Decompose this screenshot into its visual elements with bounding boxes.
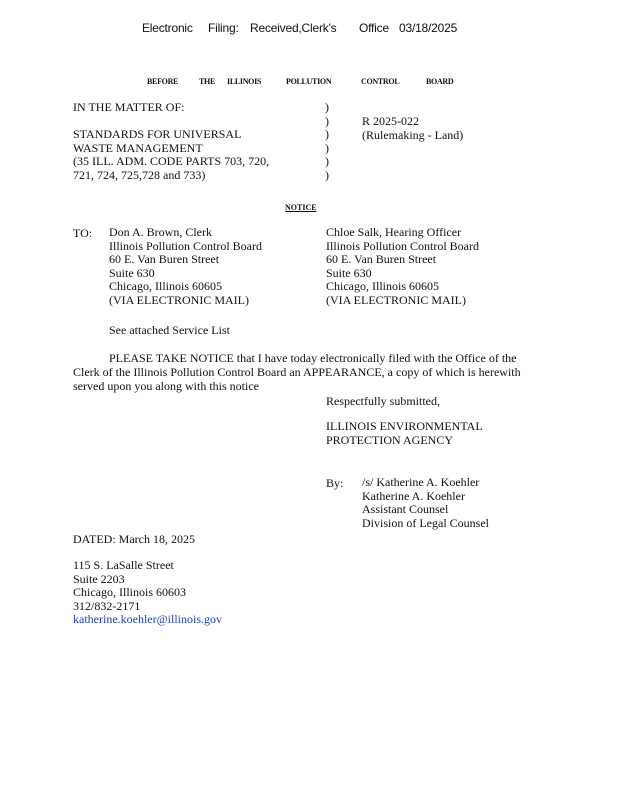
notice-body-line: served upon you along with this notice bbox=[73, 379, 259, 393]
recipient-line: 60 E. Van Buren Street bbox=[109, 252, 220, 266]
counsel-address bbox=[73, 559, 222, 627]
recipient-line: Illinois Pollution Control Board bbox=[326, 238, 480, 253]
recipient-line: Don A. Brown, Clerk bbox=[109, 225, 212, 239]
signature-line: Assistant Counsel bbox=[362, 502, 449, 516]
recipient-line: Suite 630 bbox=[326, 265, 372, 280]
board-title-word: CONTROL bbox=[361, 77, 400, 86]
recipient-hearing-officer bbox=[326, 226, 479, 307]
signature-block bbox=[362, 476, 489, 530]
address-line: 312/832-2171 bbox=[73, 598, 141, 613]
paren: ) bbox=[325, 127, 329, 141]
recipient-line: Chicago, Illinois 60605 bbox=[326, 279, 439, 293]
recipient-line: Chloe Salk, Hearing Officer bbox=[326, 225, 462, 239]
recipient-line: Suite 630 bbox=[109, 265, 155, 280]
paren: ) bbox=[325, 154, 329, 168]
to-label: TO: bbox=[73, 226, 93, 240]
board-title-word: ILLINOIS bbox=[227, 77, 262, 86]
board-title-word: POLLUTION bbox=[286, 77, 332, 86]
filing-header-electronic: Electronic bbox=[142, 21, 193, 35]
recipient-line: (VIA ELECTRONIC MAIL) bbox=[109, 292, 249, 307]
recipient-line: 60 E. Van Buren Street bbox=[326, 252, 437, 266]
notice-body-line: Clerk of the Illinois Pollution Control Board an APPEARANCE, a copy of which is herewith bbox=[73, 365, 521, 379]
matter-line: IN THE MATTER OF: bbox=[73, 100, 185, 114]
by-label: By: bbox=[326, 476, 344, 490]
docket-type: (Rulemaking - Land) bbox=[362, 127, 464, 142]
address-line: Chicago, Illinois 60603 bbox=[73, 585, 186, 599]
agency-line: PROTECTION AGENCY bbox=[326, 432, 454, 447]
recipient-line: (VIA ELECTRONIC MAIL) bbox=[326, 292, 466, 307]
address-line: Suite 2203 bbox=[73, 571, 125, 586]
notice-title: NOTICE bbox=[285, 203, 317, 212]
matter-line: WASTE MANAGEMENT bbox=[73, 140, 203, 155]
service-list-note: See attached Service List bbox=[109, 323, 230, 337]
matter-line: STANDARDS FOR UNIVERSAL bbox=[73, 127, 242, 141]
docket-number: R 2025-022 bbox=[362, 114, 419, 128]
agency-line: ILLINOIS ENVIRONMENTAL bbox=[326, 419, 483, 433]
matter-docket bbox=[362, 115, 463, 142]
filing-header-received: Received,Clerk's bbox=[250, 21, 337, 35]
recipient-line: Chicago, Illinois 60605 bbox=[109, 279, 222, 293]
signature-line: Katherine A. Koehler bbox=[362, 488, 465, 503]
paren: ) bbox=[325, 100, 329, 114]
filing-header-date: 03/18/2025 bbox=[399, 21, 458, 35]
paren: ) bbox=[325, 113, 329, 128]
board-title-word: BEFORE bbox=[147, 77, 179, 86]
matter-line: 721, 724, 725,728 and 733) bbox=[73, 167, 206, 182]
recipient-clerk bbox=[109, 226, 262, 307]
paren: ) bbox=[325, 140, 329, 155]
paren: ) bbox=[325, 167, 329, 182]
respectfully-submitted: Respectfully submitted, bbox=[326, 394, 440, 408]
matter-parens bbox=[325, 101, 329, 182]
signature-line: /s/ Katherine A. Koehler bbox=[362, 475, 480, 489]
filing-header-office: Office bbox=[359, 21, 389, 35]
recipient-line: Illinois Pollution Control Board bbox=[109, 238, 263, 253]
filing-header-filing: Filing: bbox=[208, 21, 239, 35]
matter-line bbox=[73, 115, 269, 129]
email-link[interactable]: katherine.koehler@illinois.gov bbox=[73, 612, 223, 626]
dated-line: DATED: March 18, 2025 bbox=[73, 532, 195, 546]
notice-body-line: PLEASE TAKE NOTICE that I have today electronically filed with the Office of the bbox=[109, 351, 517, 365]
address-line: 115 S. LaSalle Street bbox=[73, 558, 174, 572]
matter-caption-left bbox=[73, 101, 269, 182]
matter-line: (35 ILL. ADM. CODE PARTS 703, 720, bbox=[73, 154, 270, 168]
agency-name bbox=[326, 420, 483, 447]
board-title-word: THE bbox=[199, 77, 215, 86]
signature-line: Division of Legal Counsel bbox=[362, 515, 489, 530]
board-title-word: BOARD bbox=[426, 77, 454, 86]
